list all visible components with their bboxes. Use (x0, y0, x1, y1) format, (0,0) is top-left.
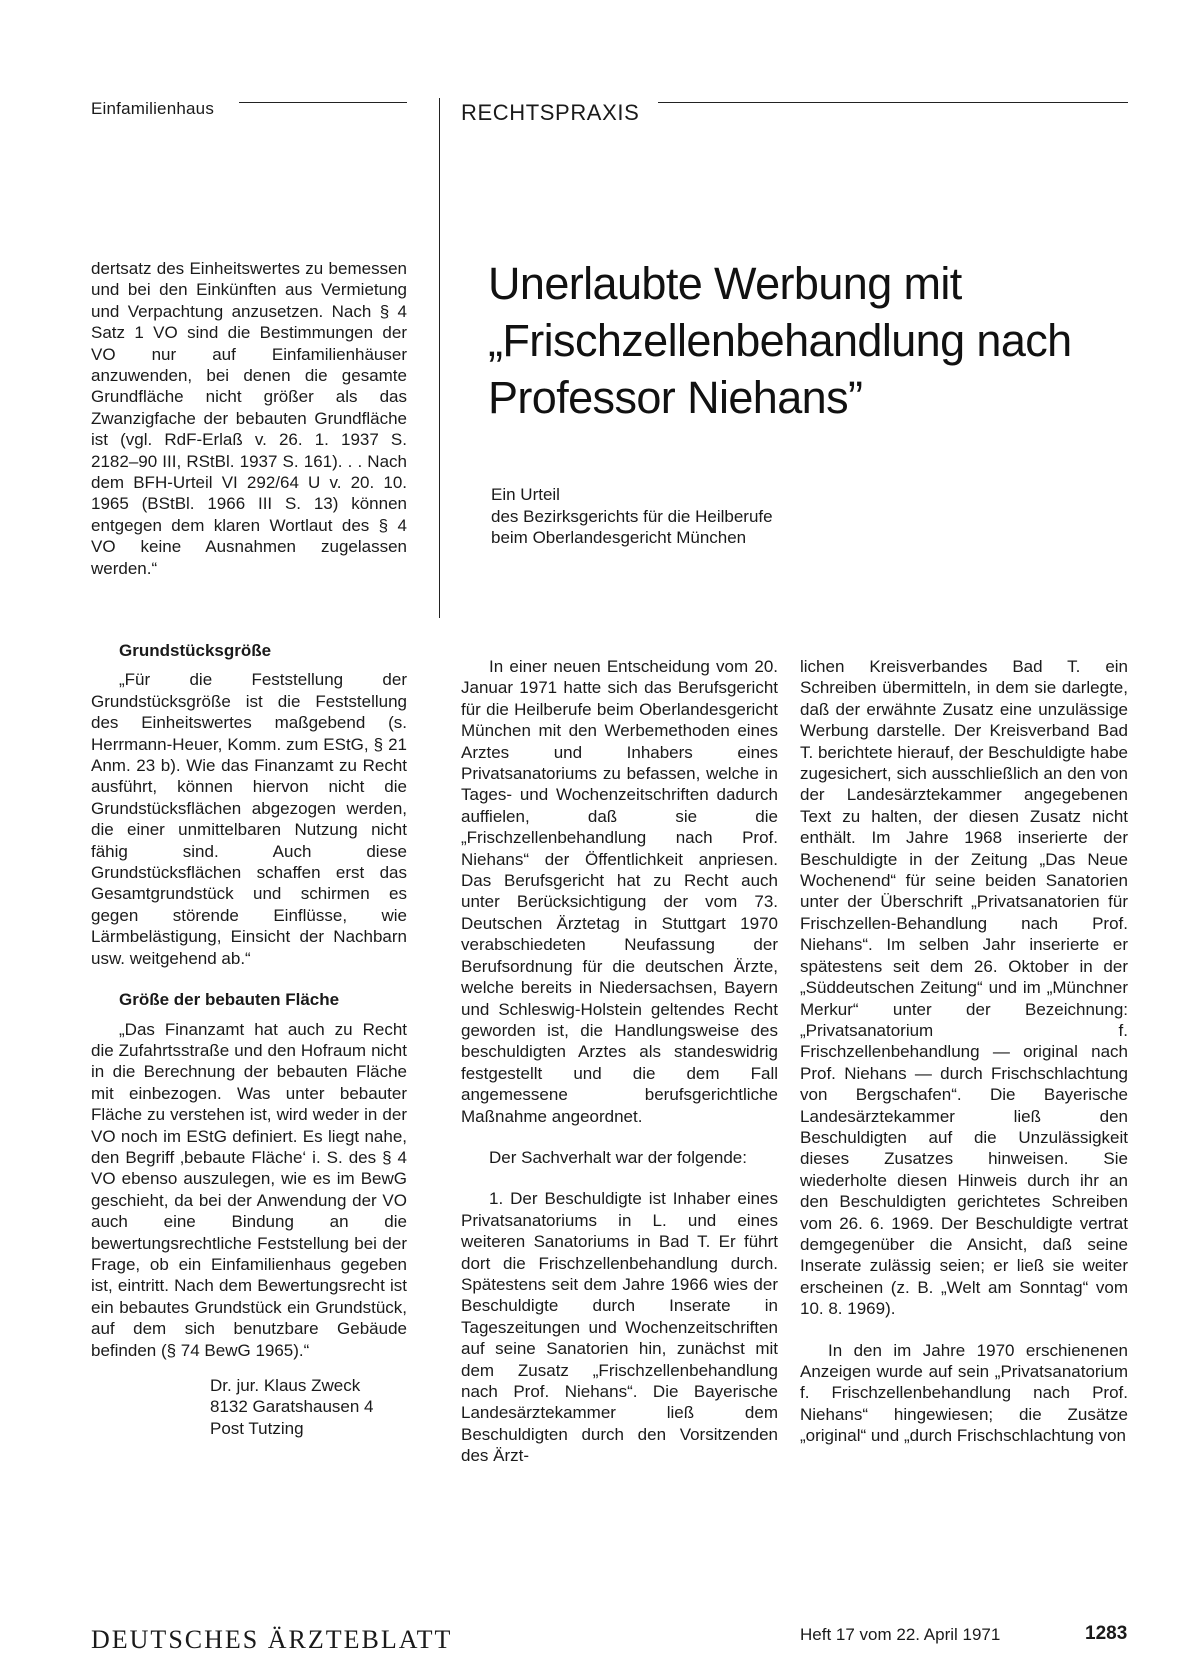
section-header: RECHTSPRAXIS (461, 100, 640, 125)
body-paragraph: lichen Kreisverbandes Bad T. ein Schreiben übermitteln, in dem sie darlegte, daß der erwähnte Zusatz eine unzulässige Werbung darstelle. Der Kreisverband Bad T. berichtete hierauf, der Beschuldigte habe zugesichert, sich ausschließlich an den von der Landesärztekammer angegebenen Text zu halten, der diesen Zusatz nicht enthält. Im Jahre 1968 inserierte der Beschuldigte in der Zeitung „Das Neue Wochenend“ für seine beiden Sanatorien unter der Überschrift „Privatsanatorien für Frischzellen-Behandlung nach Prof. Niehans“. Im selben Jahr inserierte er spätestens seit dem 26. Oktober in der „Süddeutschen Zeitung“ und im „Münchner Merkur“ unter der Bezeichnung: „Privatsanatorium f. Frischzellenbehandlung — original nach Prof. Niehans — durch Frischschlachtung von Bergschafen“. Die Bayerische Landesärztekammer ließ den Beschuldigten auf die Unzulässigkeit dieses Zusatzes hinweisen. Sie wiederholte diesen Hinweis durch ihr an den Beschuldigten gerichtetes Schreiben vom 26. 6. 1969. Der Beschuldigte vertrat demgegenüber die Ansicht, daß seine Inserate zulässig seien; er ließ sie weiter erscheinen (z. B. „Welt am Sonntag“ vom 10. 8. 1969). (800, 657, 1128, 1319)
left-column-bottom (91, 640, 407, 1439)
title-line: Unerlaubte Werbung mit (488, 258, 962, 309)
signature-line: 8132 Garatshausen 4 (210, 1397, 374, 1417)
subtitle-line: Ein Urteil (491, 485, 560, 504)
body-paragraph: In den im Jahre 1970 erschienenen Anzeigen wurde auf sein „Privatsanatorium f. Frischzellenbehandlung nach Prof. Niehans“ hingewiesen; die Zusätze „original“ und „durch Frischschlachtung von (800, 1340, 1128, 1446)
article-subtitle (491, 484, 773, 549)
title-line: Professor Niehans” (488, 372, 863, 423)
journal-name: DEUTSCHES ÄRZTEBLATT (91, 1625, 453, 1654)
signature-line: Post Tutzing (210, 1418, 304, 1438)
body-paragraph: Der Sachverhalt war der folgende: (489, 1147, 747, 1167)
section-paragraph: „Für die Feststellung der Grundstücksgröße ist die Feststellung des Einheitswertes maßgebend (s. Herrmann-Heuer, Komm. zum EStG, § 21 Anm. 23 b). Wie das Finanzamt zu Recht ausführt, können hiervon nicht die Grundstücksflächen abgezogen werden, die einer unmittelbaren Nutzung nicht fähig sind. Auch diese Grundstücksflächen schaffen erst das Gesamtgrundstück und schirmen es gegen störende Einflüsse, wie Lärmbelästigung, Einsicht der Nachbarn usw. weitgehend ab.“ (91, 670, 407, 968)
right-column (800, 656, 1128, 1447)
section-heading: Grundstücksgröße (119, 641, 272, 660)
middle-column (461, 656, 778, 1467)
title-line: „Frischzellenbehandlung nach (488, 315, 1072, 366)
section-heading: Größe der bebauten Fläche (119, 990, 340, 1010)
issue-info: Heft 17 vom 22. April 1971 (800, 1625, 1001, 1644)
column-divider (439, 98, 440, 618)
subtitle-line: des Bezirksgerichts für die Heilberufe (491, 506, 773, 526)
article-title (488, 255, 1128, 426)
left-column-top (91, 258, 407, 579)
signature-line: Dr. jur. Klaus Zweck (210, 1376, 361, 1395)
body-paragraph: 1. Der Beschuldigte ist Inhaber eines Privatsanatoriums in L. und eines weiteren Sanatoriums in Bad T. Er führt dort die Frischzellenbehandlung durch. Spätestens seit dem Jahre 1966 wies der Beschuldigte durch Inserate in Tageszeitungen und Wochenzeitschriften auf seine Sanatorien hin, zunächst mit dem Zusatz „Frischzellenbehandlung nach Prof. Niehans“. Die Bayerische Landesärztekammer ließ dem Beschuldigten durch den Vorsitzenden des Ärzt- (461, 1189, 778, 1466)
section-paragraph: „Das Finanzamt hat auch zu Recht die Zufahrtsstraße und den Hofraum nicht in die Berechnung der bebauten Fläche mit einbezogen. Was unter bebauter Fläche zu verstehen ist, wird weder in der VO noch im EStG definiert. Es liegt nahe, den Begriff ‚bebaute Fläche‘ i. S. des § 4 VO ebenso auszulegen, wie es im BewG geschieht, da bei der Anwendung der VO auch eine Bindung an die bewertungsrechtliche Feststellung bei der Frage, ob ein Einfamilienhaus gegeben ist, eintritt. Nach dem Bewertungsrecht ist ein bebautes Grundstück ein Grundstück, auf dem sich benutzbare Gebäude befinden (§ 74 BewG 1965).“ (91, 1019, 407, 1360)
author-signature (91, 1375, 407, 1439)
running-header-left: Einfamilienhaus (91, 99, 215, 118)
subtitle-line: beim Oberlandesgericht München (491, 528, 747, 547)
body-paragraph: In einer neuen Entscheidung vom 20. Januar 1971 hatte sich das Berufsgericht für die Heilberufe beim Oberlandesgericht München mit den Werbemethoden eines Arztes und Inhabers eines Privatsanatoriums zu befassen, welche in Tages- und Wochenzeitschriften dadurch auffielen, daß sie die „Frischzellenbehandlung nach Prof. Niehans“ der Öffentlichkeit anpriesen. Das Berufsgericht hat zu Recht auch unter Berücksichtigung der vom 73. Deutschen Ärztetag in Stuttgart 1970 verabschiedeten Neufassung der Berufsordnung für die deutschen Ärzte, welche bereits in Niedersachsen, Bayern und Schleswig-Holstein geltendes Recht geworden ist, die Handlungsweise des beschuldigten Arztes als standeswidrig festgestellt und die dem Fall angemessene berufsgerichtliche Maßnahme angeordnet. (461, 657, 778, 1126)
continued-paragraph: dertsatz des Einheitswertes zu bemessen und bei den Einkünften aus Vermietung und Verpachtung anzusetzen. Nach § 4 Satz 1 VO sind die Bestimmungen der VO nur auf Einfamilienhäuser anzuwenden, bei denen die gesamte Grundfläche nicht größer als das Zwanzigfache der bebauten Grundfläche ist (vgl. RdF-Erlaß v. 26. 1. 1937 S. 2182–90 III, RStBl. 1937 S. 161). . . Nach dem BFH-Urteil VI 292/64 U v. 20. 10. 1965 (BStBl. 1966 III S. 13) können entgegen dem klaren Wortlaut des § 4 VO keine Ausnahmen zugelassen werden.“ (91, 259, 407, 578)
page-number: 1283 (1085, 1623, 1128, 1644)
header-rule-right (658, 102, 1128, 103)
header-rule-left (239, 102, 407, 103)
